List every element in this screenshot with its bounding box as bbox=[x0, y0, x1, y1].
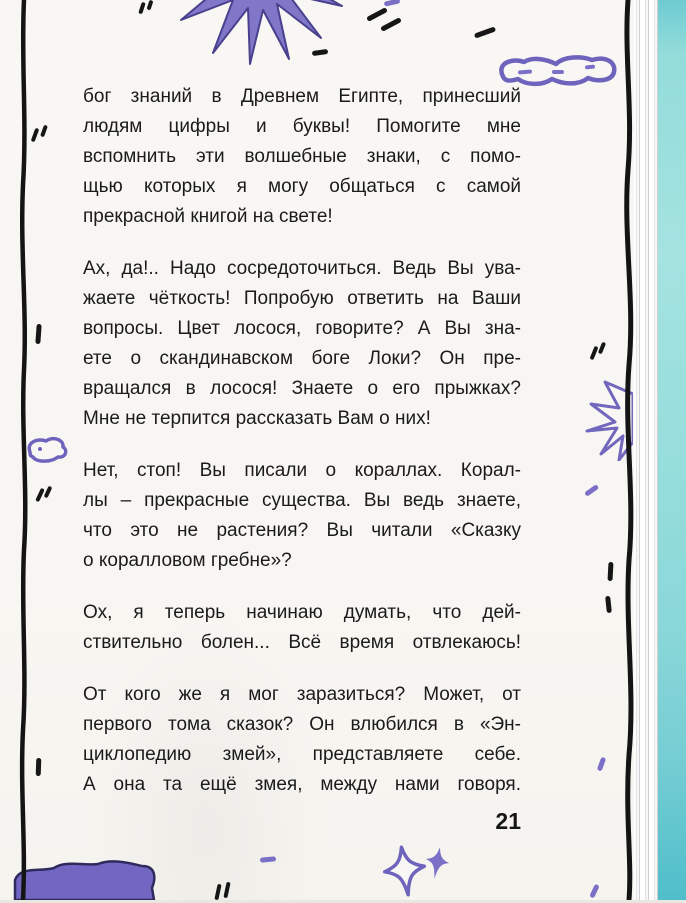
text-line: Ах, да!.. Надо сосредоточиться. Ведь Вы ува- bbox=[83, 258, 521, 279]
paragraph bbox=[83, 254, 521, 434]
text-line: людям цифры и буквы! Помогите мне bbox=[83, 116, 521, 137]
tick-mark bbox=[590, 346, 599, 360]
tick-mark bbox=[366, 7, 388, 22]
text-line: Мне не терпится рассказать Вам о них! bbox=[83, 408, 431, 429]
text-line: вопросы. Цвет лосося, говорите? А Вы зна- bbox=[83, 318, 521, 339]
paragraph bbox=[83, 82, 521, 232]
text-line: что это не растения? Вы читали «Сказку bbox=[83, 520, 521, 541]
text-line: о коралловом гребне»? bbox=[83, 550, 292, 571]
hand-drawn-border-left bbox=[0, 0, 50, 900]
text-line: первого тома сказок? Он влюбился в «Эн- bbox=[83, 714, 521, 735]
tick-mark bbox=[138, 2, 145, 14]
page-edge-stack bbox=[634, 0, 658, 900]
paragraph bbox=[83, 598, 521, 658]
text-line: лы – прекрасные существа. Вы ведь знаете, bbox=[83, 490, 521, 511]
text-line: Нет, стоп! Вы писали о кораллах. Корал- bbox=[83, 460, 521, 481]
text-line: ете о скандинавском боге Локи? Он пре- bbox=[83, 348, 521, 369]
purple-dash bbox=[384, 0, 401, 6]
purple-dash bbox=[584, 484, 599, 496]
purple-dash bbox=[260, 856, 276, 862]
text-line: циклопедию змей», представляете себе. bbox=[83, 744, 521, 765]
text-line: щью которых я могу общаться с самой bbox=[83, 176, 521, 197]
sparkle-filled-icon bbox=[421, 844, 453, 884]
paragraph bbox=[83, 456, 521, 576]
page-number: 21 bbox=[495, 808, 521, 834]
paragraph bbox=[83, 680, 521, 800]
text-block bbox=[83, 82, 521, 822]
tick-mark bbox=[223, 882, 230, 898]
purple-dash bbox=[589, 884, 599, 899]
tick-mark bbox=[380, 17, 402, 32]
tick-mark bbox=[147, 0, 153, 10]
text-line: А она та ещё змея, между нами говоря. bbox=[83, 774, 521, 795]
text-line: вспомнить эти волшебные знаки, с помо- bbox=[83, 146, 521, 167]
text-line: прекрасной книгой на свете! bbox=[83, 206, 333, 227]
tick-mark bbox=[474, 26, 496, 38]
tick-mark bbox=[214, 884, 221, 900]
text-line: От кого же я мог заразиться? Может, от bbox=[83, 684, 521, 705]
text-line: Ох, я теперь начинаю думать, что дей- bbox=[83, 602, 521, 623]
text-line: ствительно болен... Всё время отвлекаюсь! bbox=[83, 632, 521, 653]
book-cover-edge bbox=[658, 0, 686, 900]
text-line: вращался в лосося! Знаете о его прыжках? bbox=[83, 378, 521, 399]
text-line: бог знаний в Древнем Египте, принесший bbox=[83, 86, 521, 107]
text-line: жаете чёткость! Попробую ответить на Ваши bbox=[83, 288, 521, 309]
star-burst-icon bbox=[158, 0, 358, 72]
